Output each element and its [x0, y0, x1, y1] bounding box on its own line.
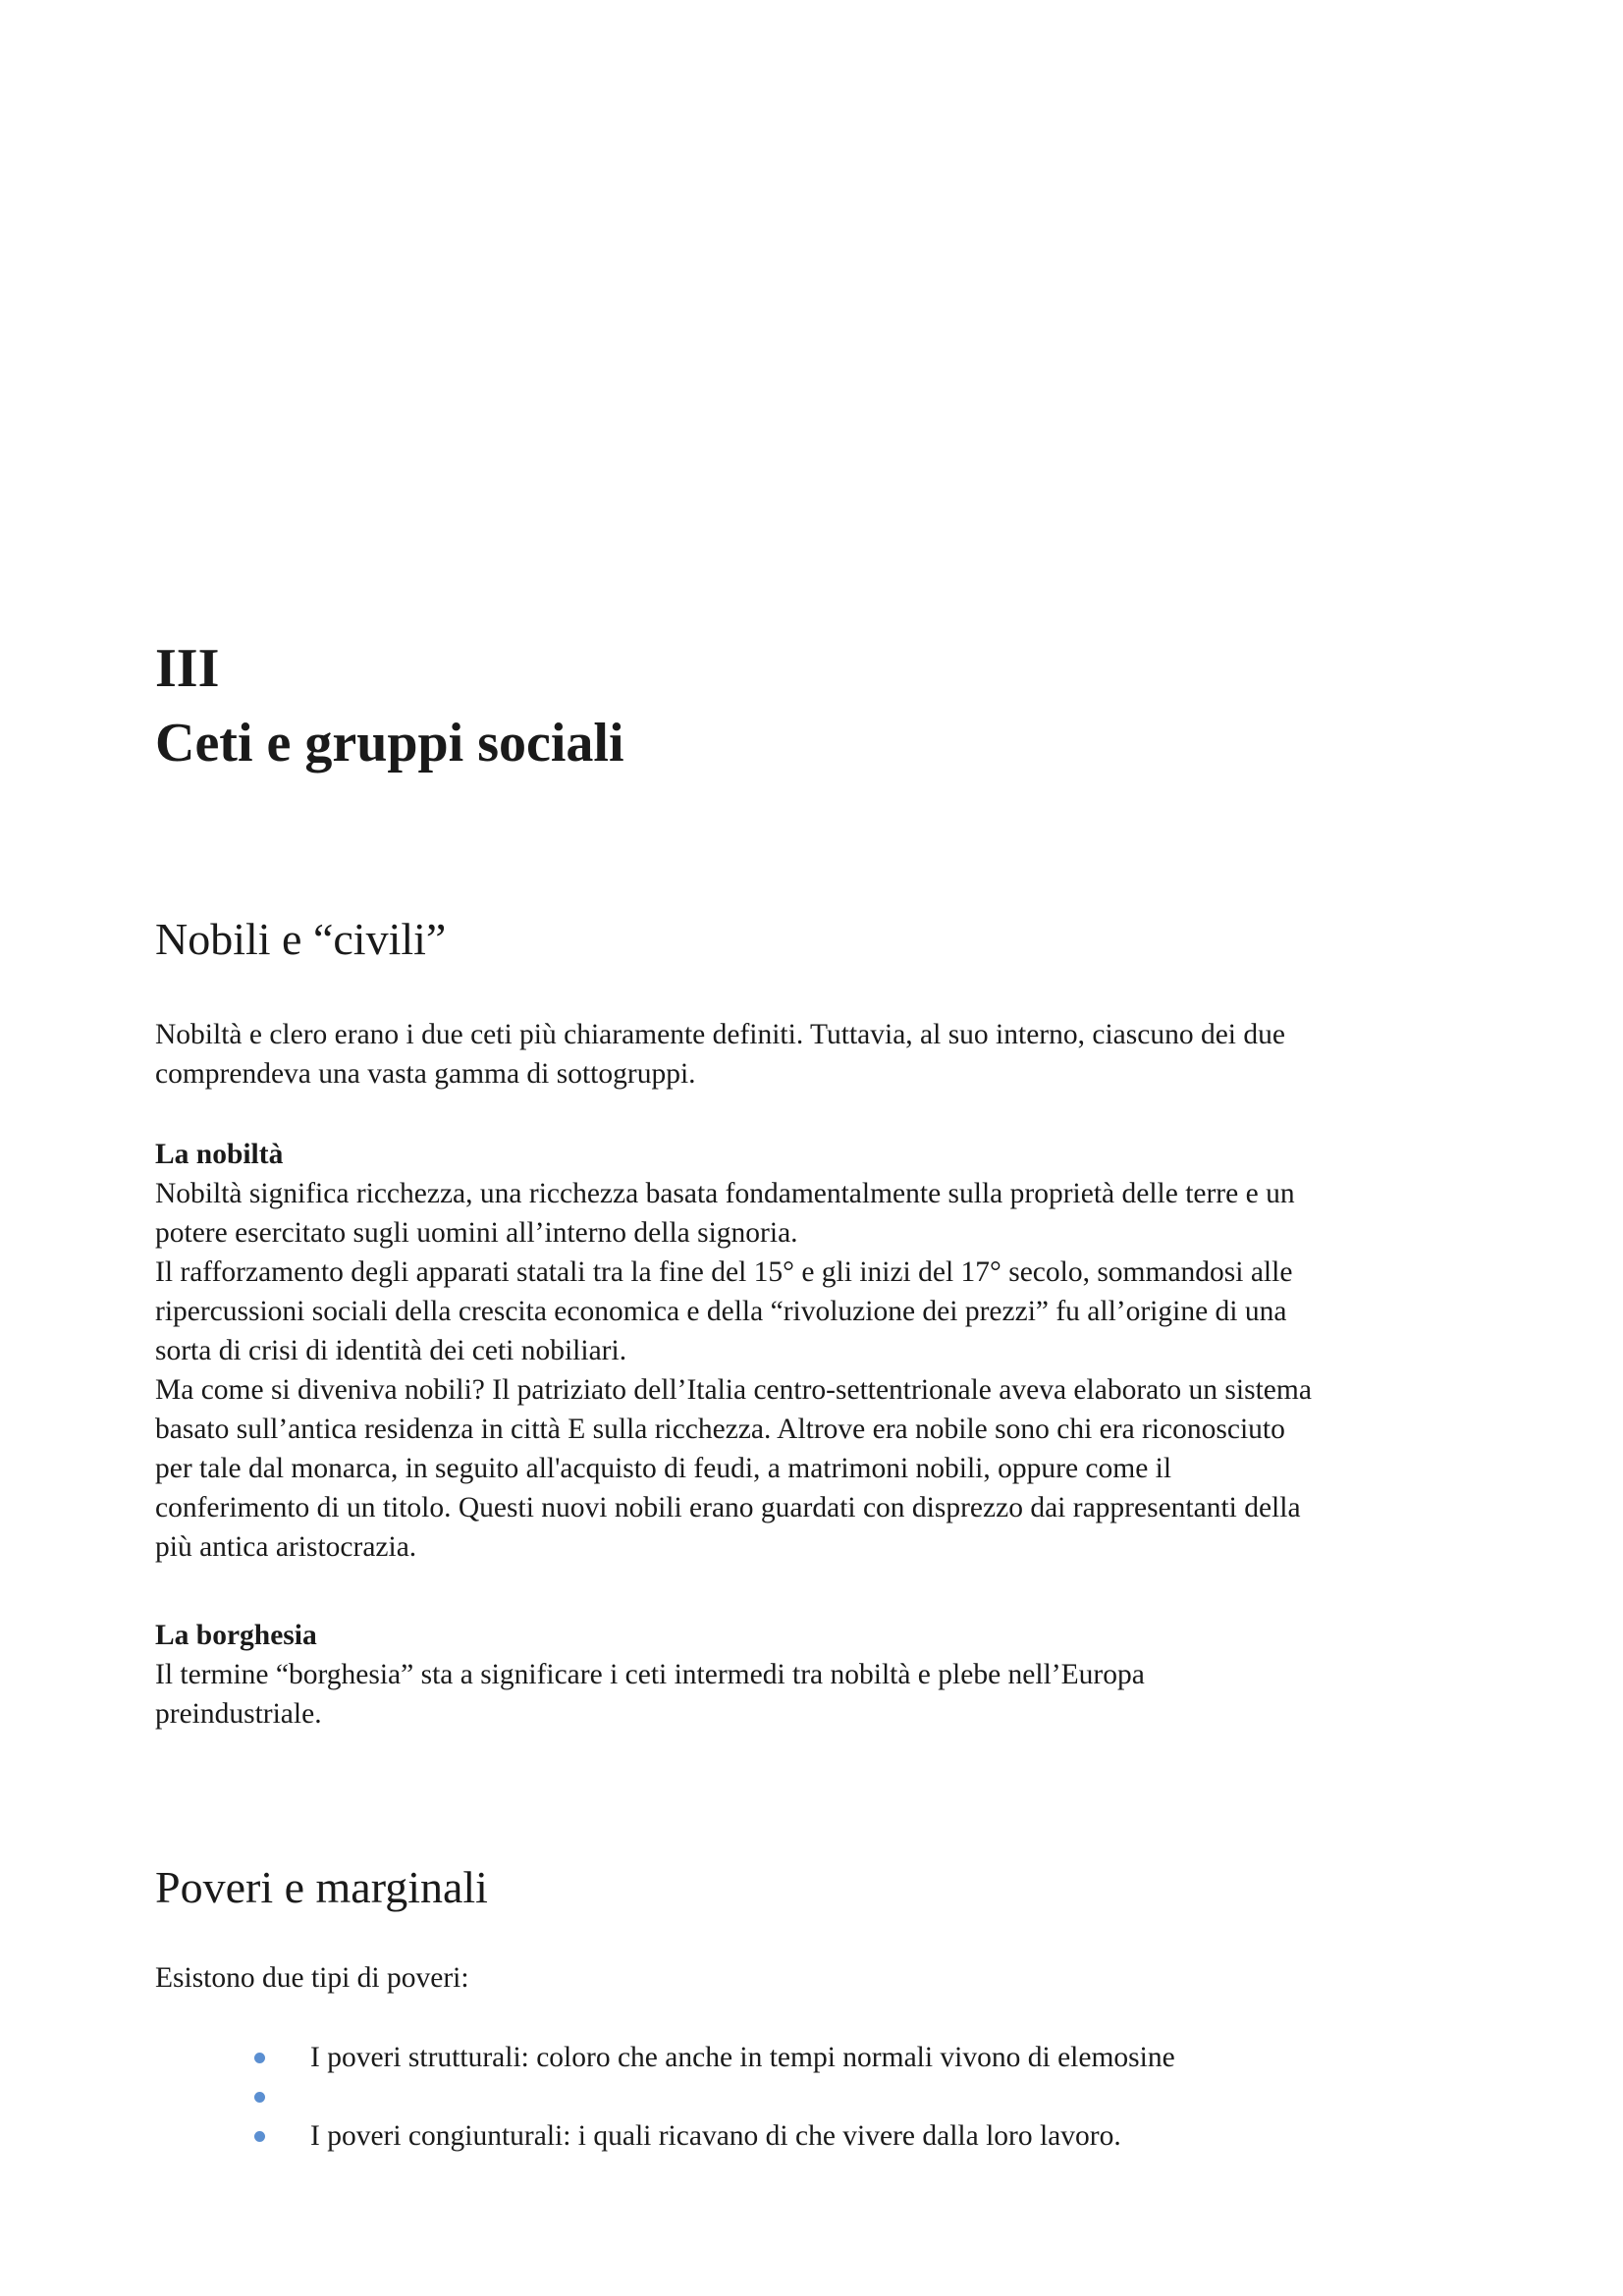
list-item-text: I poveri congiunturali: i quali ricavano di che vivere dalla loro lavoro. — [310, 2120, 1121, 2152]
poveri-intro-line: Esistono due tipi di poveri: — [155, 1962, 469, 1994]
poveri-intro — [155, 1958, 1471, 1998]
chapter-title: Ceti e gruppi sociali — [155, 713, 624, 774]
nobilta-line: Nobiltà significa ricchezza, una ricchezza basata fondamentalmente sulla proprietà delle terre e un — [155, 1178, 1295, 1209]
subheading-nobilta: La nobiltà — [155, 1139, 284, 1170]
nobilta-line: sorta di crisi di identità dei ceti nobiliari. — [155, 1335, 627, 1366]
intro-line: comprendeva una vasta gamma di sottogruppi. — [155, 1058, 696, 1090]
nobilta-line: più antica aristocrazia. — [155, 1531, 417, 1563]
bullet-icon — [254, 2092, 265, 2103]
bullet-icon — [254, 2131, 265, 2142]
nobilta-paragraph — [155, 1174, 1471, 1567]
chapter-number: III — [155, 638, 220, 699]
nobilta-line: potere esercitato sugli uomini all’interno della signoria. — [155, 1217, 798, 1249]
borghesia-line: Il termine “borghesia” sta a significare i ceti intermedi tra nobiltà e plebe nell’Europa — [155, 1659, 1145, 1690]
section-title-poveri: Poveri e marginali — [155, 1862, 488, 1912]
nobilta-line: Il rafforzamento degli apparati statali tra la fine del 15° e gli inizi del 17° secolo, sommandosi alle — [155, 1256, 1293, 1288]
nobilta-line: conferimento di un titolo. Questi nuovi nobili erano guardati con disprezzo dai rappresentanti della — [155, 1492, 1301, 1523]
borghesia-paragraph — [155, 1655, 1471, 1734]
borghesia-line: preindustriale. — [155, 1698, 322, 1730]
section-title-nobili: Nobili e “civili” — [155, 914, 447, 964]
nobilta-line: Ma come si diveniva nobili? Il patriziato dell’Italia centro-settentrionale aveva elaborato un sistema — [155, 1374, 1312, 1406]
nobilta-line: per tale dal monarca, in seguito all'acquisto di feudi, a matrimoni nobili, oppure come il — [155, 1453, 1172, 1484]
intro-line: Nobiltà e clero erano i due ceti più chiaramente definiti. Tuttavia, al suo interno, ciascuno dei due — [155, 1019, 1285, 1050]
nobilta-line: ripercussioni sociali della crescita economica e della “rivoluzione dei prezzi” fu all’origine di una — [155, 1296, 1287, 1327]
list-item-text: I poveri strutturali: coloro che anche in tempi normali vivono di elemosine — [310, 2042, 1175, 2073]
bullet-icon — [254, 2053, 265, 2063]
subheading-borghesia: La borghesia — [155, 1620, 317, 1651]
nobilta-line: basato sull’antica residenza in città E sulla ricchezza. Altrove era nobile sono chi era riconosciuto — [155, 1414, 1285, 1445]
intro-paragraph — [155, 1015, 1471, 1094]
